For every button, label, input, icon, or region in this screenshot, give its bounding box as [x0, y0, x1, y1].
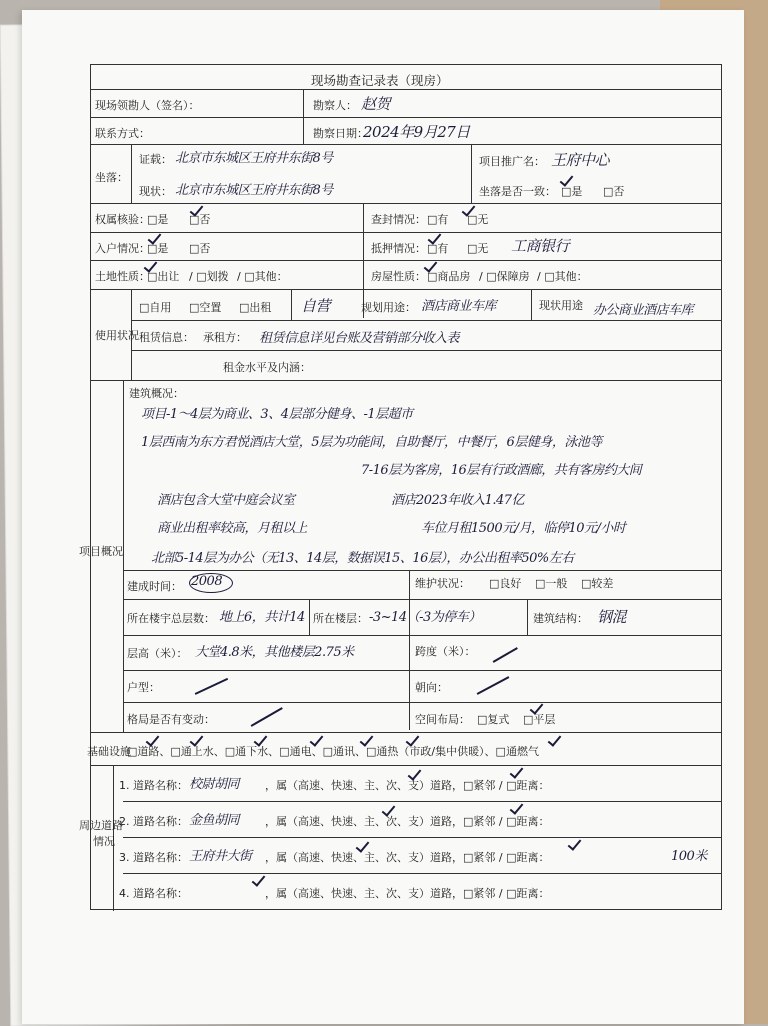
actual-label: 现状：: [139, 185, 172, 198]
overview-line-3: 7-16层为客房，16层有行政酒廊，共有客房约大间: [361, 463, 642, 478]
rent-level-label: 租金水平及内涵：: [223, 361, 311, 374]
match-yes-checkbox[interactable]: □是: [561, 185, 583, 198]
entry-no-checkbox[interactable]: □否: [189, 242, 211, 255]
overview-line-7: 车位月租1500元/月，临停10元/小时: [421, 521, 626, 536]
pen-slash: [251, 707, 283, 726]
road-1-number: 1. 道路名称：: [119, 779, 188, 792]
year-handwriting: 2008: [191, 574, 223, 589]
ownership-label: 权属核验：: [95, 213, 150, 226]
usage-status-handwriting: 自营: [301, 297, 331, 315]
surveyor-handwriting: 赵贺: [361, 95, 391, 113]
checkmark: [191, 203, 203, 217]
property-opt1[interactable]: □商品房: [427, 270, 471, 283]
pen-slash: [195, 678, 228, 695]
structure-handwriting: 钢混: [597, 608, 627, 626]
land-opt1[interactable]: □出让: [147, 270, 180, 283]
layout-change-label: 格局是否有变动：: [127, 713, 215, 726]
checkmark: [463, 203, 475, 217]
floor-label: 所在楼层：: [313, 612, 368, 625]
match-label: 坐落是否一致：: [479, 185, 556, 198]
checkmark: [149, 231, 161, 245]
height-handwriting: 大堂4.8米，其他楼层2.75米: [195, 645, 354, 660]
ownership-no-checkbox[interactable]: □否: [189, 213, 211, 226]
usage-opt2[interactable]: □空置: [189, 301, 222, 314]
year-label: 建成时间：: [127, 580, 182, 593]
tenant-handwriting: 租赁信息详见台账及营销部分收入表: [259, 331, 460, 346]
road-1-attributes[interactable]: ，属（高速、快速、主、次、支）道路，□紧邻 / □距离：: [265, 779, 550, 792]
space-duplex[interactable]: □复式: [477, 713, 510, 726]
checkmark: [147, 733, 159, 747]
overview-line-2: 1层西南为东方君悦酒店大堂，5层为功能间，自助餐厅，中餐厅，6层健身，泳池等: [141, 435, 602, 450]
checkmark: [549, 733, 561, 747]
property-opt3[interactable]: / □其他：: [537, 270, 588, 283]
checkmark: [569, 837, 581, 851]
maintain-good[interactable]: □良好: [489, 577, 522, 590]
tenant-label: 承租方：: [203, 331, 247, 344]
entry-label: 入户情况：: [95, 242, 150, 255]
seal-yes-checkbox[interactable]: □有: [427, 213, 449, 226]
mortgage-handwriting: 工商银行: [511, 237, 570, 255]
checkmark: [409, 767, 421, 781]
contact-label: 联系方式：: [95, 127, 150, 140]
plan-handwriting: 酒店商业车库: [421, 299, 497, 314]
checkmark: [561, 173, 573, 187]
checkmark: [407, 733, 419, 747]
structure-label: 建筑结构：: [533, 612, 588, 625]
road-4-attributes[interactable]: ，属（高速、快速、主、次、支）道路，□紧邻 / □距离：: [265, 887, 550, 900]
checkmark: [383, 803, 395, 817]
checkmark: [429, 231, 441, 245]
maintain-label: 维护状况：: [415, 577, 470, 590]
checkmark: [425, 259, 437, 273]
overview-section-label: 项目概况: [79, 545, 123, 558]
checkmark: [145, 259, 157, 273]
usage-opt1[interactable]: □自用: [139, 301, 172, 314]
maintain-normal[interactable]: □一般: [535, 577, 568, 590]
cert-label: 证载：: [139, 153, 172, 166]
current-usage-label: 现状用途: [539, 299, 583, 312]
road-2-number: 2. 道路名称：: [119, 815, 188, 828]
checkmark: [531, 701, 543, 715]
leader-label: 现场领勘人（签名）：: [95, 99, 200, 112]
roads-label-2: 情况: [93, 835, 115, 848]
road-3-number: 3. 道路名称：: [119, 851, 188, 864]
seal-label: 查封情况：: [371, 213, 426, 226]
space-label: 空间布局：: [415, 713, 470, 726]
road-3-attributes[interactable]: ，属（高速、快速、主、次、支）道路，□紧邻 / □距离：: [265, 851, 550, 864]
seal-no-checkbox[interactable]: □无: [467, 213, 489, 226]
overview-line-8: 北部5-14层为办公（无13、14层，数据误15、16层），办公出租率50%左右: [151, 551, 574, 566]
floor-handwriting: -3~14（-3为停车）: [369, 610, 481, 625]
ownership-yes-checkbox[interactable]: □是: [147, 213, 169, 226]
overview-line-4: 酒店包含大堂中庭会议室: [157, 493, 295, 508]
orientation-label: 朝向：: [415, 681, 448, 694]
property-opt2[interactable]: / □保障房: [479, 270, 530, 283]
form-title: 现场勘查记录表（现房）: [311, 73, 449, 88]
survey-form: [79, 64, 722, 910]
checkmark: [253, 873, 265, 887]
surveyor-label: 勘察人：: [313, 99, 357, 112]
mortgage-yes-checkbox[interactable]: □有: [427, 242, 449, 255]
overview-line-6: 商业出租率较高，月租以上: [157, 521, 308, 536]
roads-label-1: 周边道路: [79, 819, 123, 832]
location-label: 坐落：: [95, 171, 128, 184]
checkmark: [255, 733, 267, 747]
floors-handwriting: 地上6，共计14: [219, 610, 305, 625]
road-2-name-handwriting: 金鱼胡同: [189, 813, 240, 828]
pen-slash: [477, 676, 509, 694]
current-usage-handwriting: 办公商业酒店车库: [593, 303, 694, 318]
promo-handwriting: 王府中心: [551, 151, 610, 169]
road-2-attributes[interactable]: ，属（高速、快速、主、次、支）道路，□紧邻 / □距离：: [265, 815, 550, 828]
checkmark: [311, 733, 323, 747]
land-opt2[interactable]: / □划拨: [189, 270, 229, 283]
date-handwriting: 2024年9月27日: [363, 123, 470, 141]
space-flat[interactable]: □平层: [523, 713, 556, 726]
overview-line-5: 酒店2023年收入1.47亿: [391, 493, 525, 508]
floors-label: 所在楼宇总层数：: [127, 612, 215, 625]
road-3-name-handwriting: 王府井大街: [189, 849, 252, 864]
infra-label: 基础设施: [87, 745, 131, 758]
checkmark: [511, 765, 523, 779]
unit-type-label: 户型：: [127, 681, 160, 694]
mortgage-label: 抵押情况：: [371, 242, 426, 255]
usage-opt3[interactable]: □出租: [239, 301, 272, 314]
checkmark: [361, 733, 373, 747]
checkmark: [191, 733, 203, 747]
entry-yes-checkbox[interactable]: □是: [147, 242, 169, 255]
pen-circle: [189, 573, 233, 593]
height-label: 层高（米）：: [127, 647, 188, 660]
cert-handwriting: 北京市东城区王府井东街8号: [175, 151, 333, 166]
plan-label: 规划用途：: [361, 301, 416, 314]
rent-label: 租赁信息：: [139, 331, 194, 344]
infra-options[interactable]: □道路、□通上水、□通下水、□通电、□通讯、□通热（市政/集中供暖）、□通燃气: [127, 745, 539, 758]
property-label: 房屋性质：: [371, 270, 426, 283]
maintain-poor[interactable]: □较差: [581, 577, 614, 590]
mortgage-no-checkbox[interactable]: □无: [467, 242, 489, 255]
pen-slash: [493, 647, 518, 662]
land-label: 土地性质：: [95, 270, 150, 283]
road-3-distance-handwriting: 100米: [671, 849, 707, 864]
checkmark: [357, 839, 369, 853]
span-label: 跨度（米）：: [415, 645, 476, 658]
road-1-name-handwriting: 校尉胡同: [189, 777, 240, 792]
actual-handwriting: 北京市东城区王府井东街8号: [175, 183, 333, 198]
building-overview-label: 建筑概况：: [129, 387, 184, 400]
land-opt3[interactable]: / □其他：: [237, 270, 288, 283]
overview-line-1: 项目-1～4层为商业、3、4层部分健身、-1层超市: [141, 407, 413, 422]
promo-label: 项目推广名：: [479, 155, 545, 168]
road-4-number: 4. 道路名称：: [119, 887, 188, 900]
checkmark: [511, 801, 523, 815]
usage-section-label: 使用状况: [95, 329, 139, 342]
match-no-checkbox[interactable]: □否: [603, 185, 625, 198]
date-label: 勘察日期：: [313, 127, 368, 140]
